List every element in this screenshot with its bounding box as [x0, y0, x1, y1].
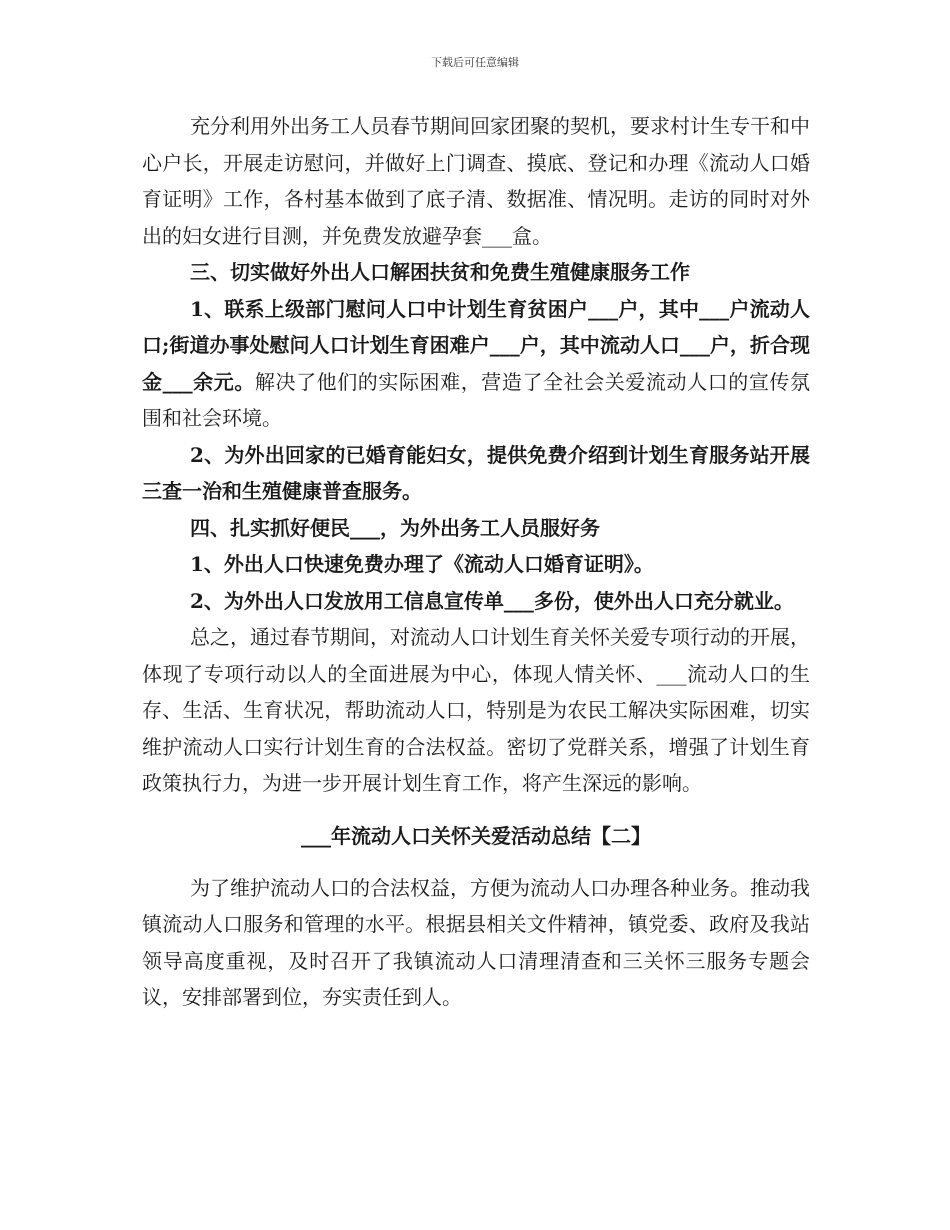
page-header: 下载后可任意编辑 [431, 56, 519, 69]
paragraph-certificate: 1、外出人口快速免费办理了《流动人口婚育证明》。 [190, 552, 654, 576]
paragraph-poverty-relief-bold: 1、联系上级部门慰问人口中计划生育贫困户___户，其中___户流动人口;街道办事处慰问人口计划生育困难户___户，其中流动人口___户，折合现金___余元。 [142, 296, 810, 394]
paragraph-poverty-relief-normal: 解决了他们的实际困难，营造了全社会关爱流动人口的宣传氛围和社会环境。 [142, 369, 811, 430]
paragraph-poverty-relief [142, 291, 810, 437]
paragraph-health-service: 2、为外出回家的已婚育能妇女，提供免费介绍到计划生育服务站开展三查一治和生殖健康普查服务。 [142, 442, 810, 503]
paragraph-summary: 总之，通过春节期间，对流动人口计划生育关怀关爱专项行动的开展，体现了专项行动以人的全面进展为中心，体现人情关怀、___流动人口的生存、生活、生育状况，帮助流动人口，特别是为农民工解决实际困难，切实维护流动人口实行计划生育的合法权益。密切了党群关系，增强了计划生育政策执行力，为进一步开展计划生育工作，将产生深远的影响。 [142, 625, 810, 795]
paragraph-employment: 2、为外出人口发放用工信息宣传单___多份，使外出人口充分就业。 [190, 588, 794, 613]
paragraph-intro-two: 为了维护流动人口的合法权益，方便为流动人口办理各种业务。推动我镇流动人口服务和管理的水平。根据县相关文件精神，镇党委、政府及我站领导高度重视，及时召开了我镇流动人口清理清查和三关怀三服务专题会议，安排部署到位，夯实责任到人。 [142, 875, 810, 1009]
document-body [142, 108, 810, 1016]
paragraph-visit: 充分利用外出务工人员春节期间回家团聚的契机，要求村计生专干和中心户长，开展走访慰问，并做好上门调查、摸底、登记和办理《流动人口婚育证明》工作，各村基本做到了底子清、数据准、情况明。走访的同时对外出的妇女进行目测，并免费发放避孕套___盒。 [142, 114, 810, 248]
heading-section-four: 四、扎实抓好便民___，为外出务工人员服好务 [190, 515, 600, 540]
section-title: ___年流动人口关怀关爱活动总结【二】 [301, 823, 651, 848]
heading-section-three: 三、切实做好外出人口解困扶贫和免费生殖健康服务工作 [190, 260, 690, 284]
